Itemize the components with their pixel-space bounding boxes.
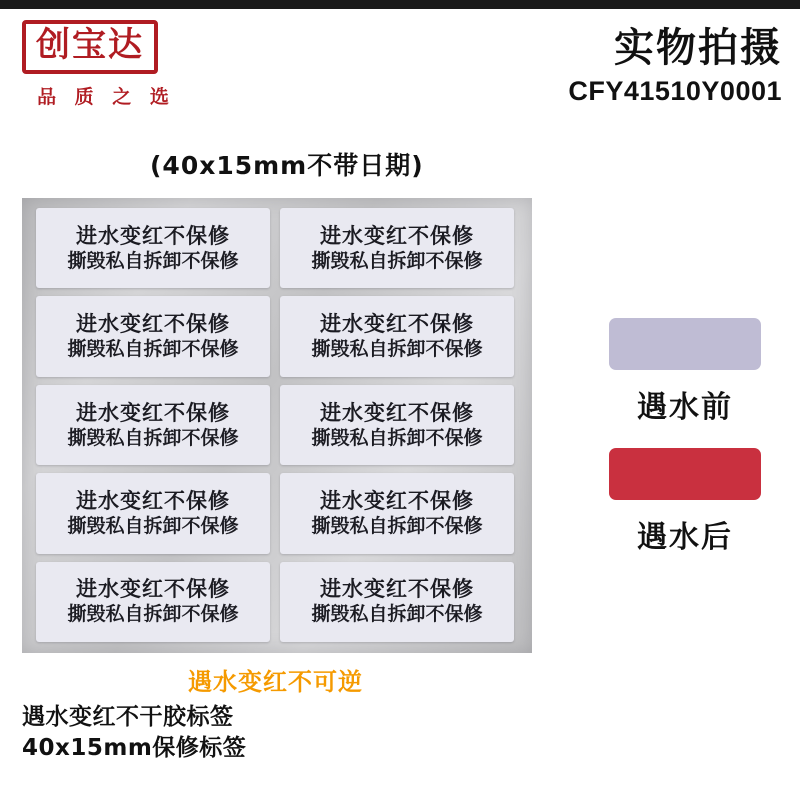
brand-name: 创宝达 [36, 25, 144, 65]
top-bar [0, 0, 800, 9]
sticker-label [280, 296, 514, 376]
sticker-line-1: 进水变红不保修 [76, 488, 230, 513]
sticker-grid [36, 208, 514, 642]
sticker-label [36, 385, 270, 465]
product-description [22, 702, 246, 764]
sticker-line-2: 撕毁私自拆卸不保修 [311, 426, 483, 449]
sticker-label [280, 208, 514, 288]
sticker-line-1: 进水变红不保修 [320, 400, 474, 425]
sticker-line-1: 进水变红不保修 [76, 400, 230, 425]
sticker-line-2: 撕毁私自拆卸不保修 [67, 426, 239, 449]
sticker-line-2: 撕毁私自拆卸不保修 [311, 603, 483, 626]
highlight-caption: 遇水变红不可逆 [188, 668, 363, 696]
sticker-line-1: 进水变红不保修 [320, 223, 474, 248]
page-title: 实物拍摄 [614, 25, 782, 71]
swatch-after-water [609, 448, 761, 500]
description-line-1: 遇水变红不干胶标签 [22, 704, 234, 730]
sticker-label [280, 473, 514, 553]
sticker-line-1: 进水变红不保修 [320, 488, 474, 513]
legend-label-before: 遇水前 [637, 390, 733, 425]
sticker-line-1: 进水变红不保修 [320, 577, 474, 602]
sticker-line-1: 进水变红不保修 [76, 223, 230, 248]
sticker-label [36, 562, 270, 642]
description-line-2: 40x15mm保修标签 [22, 735, 247, 762]
sticker-label [280, 385, 514, 465]
sticker-line-2: 撕毁私自拆卸不保修 [311, 515, 483, 538]
header-right [568, 26, 782, 107]
product-code: CFY41510Y0001 [568, 76, 782, 106]
sticker-line-2: 撕毁私自拆卸不保修 [67, 515, 239, 538]
sticker-label [280, 562, 514, 642]
brand-logo [22, 20, 190, 109]
sticker-line-1: 进水变红不保修 [320, 312, 474, 337]
sticker-line-2: 撕毁私自拆卸不保修 [67, 338, 239, 361]
swatch-before-water [609, 318, 761, 370]
color-legend [592, 318, 778, 578]
sticker-sheet-photo [22, 198, 532, 653]
sticker-line-2: 撕毁私自拆卸不保修 [311, 338, 483, 361]
sticker-line-2: 撕毁私自拆卸不保修 [311, 249, 483, 272]
sticker-line-2: 撕毁私自拆卸不保修 [67, 603, 239, 626]
legend-label-after: 遇水后 [637, 520, 733, 555]
sticker-line-1: 进水变红不保修 [76, 312, 230, 337]
sticker-line-2: 撕毁私自拆卸不保修 [67, 249, 239, 272]
sticker-label [36, 296, 270, 376]
brand-slogan: 品 质 之 选 [37, 85, 175, 108]
sticker-label [36, 473, 270, 553]
sticker-label [36, 208, 270, 288]
brand-name-box [22, 20, 158, 74]
spec-note: (40x15mm不带日期) [150, 151, 424, 180]
sticker-line-1: 进水变红不保修 [76, 577, 230, 602]
